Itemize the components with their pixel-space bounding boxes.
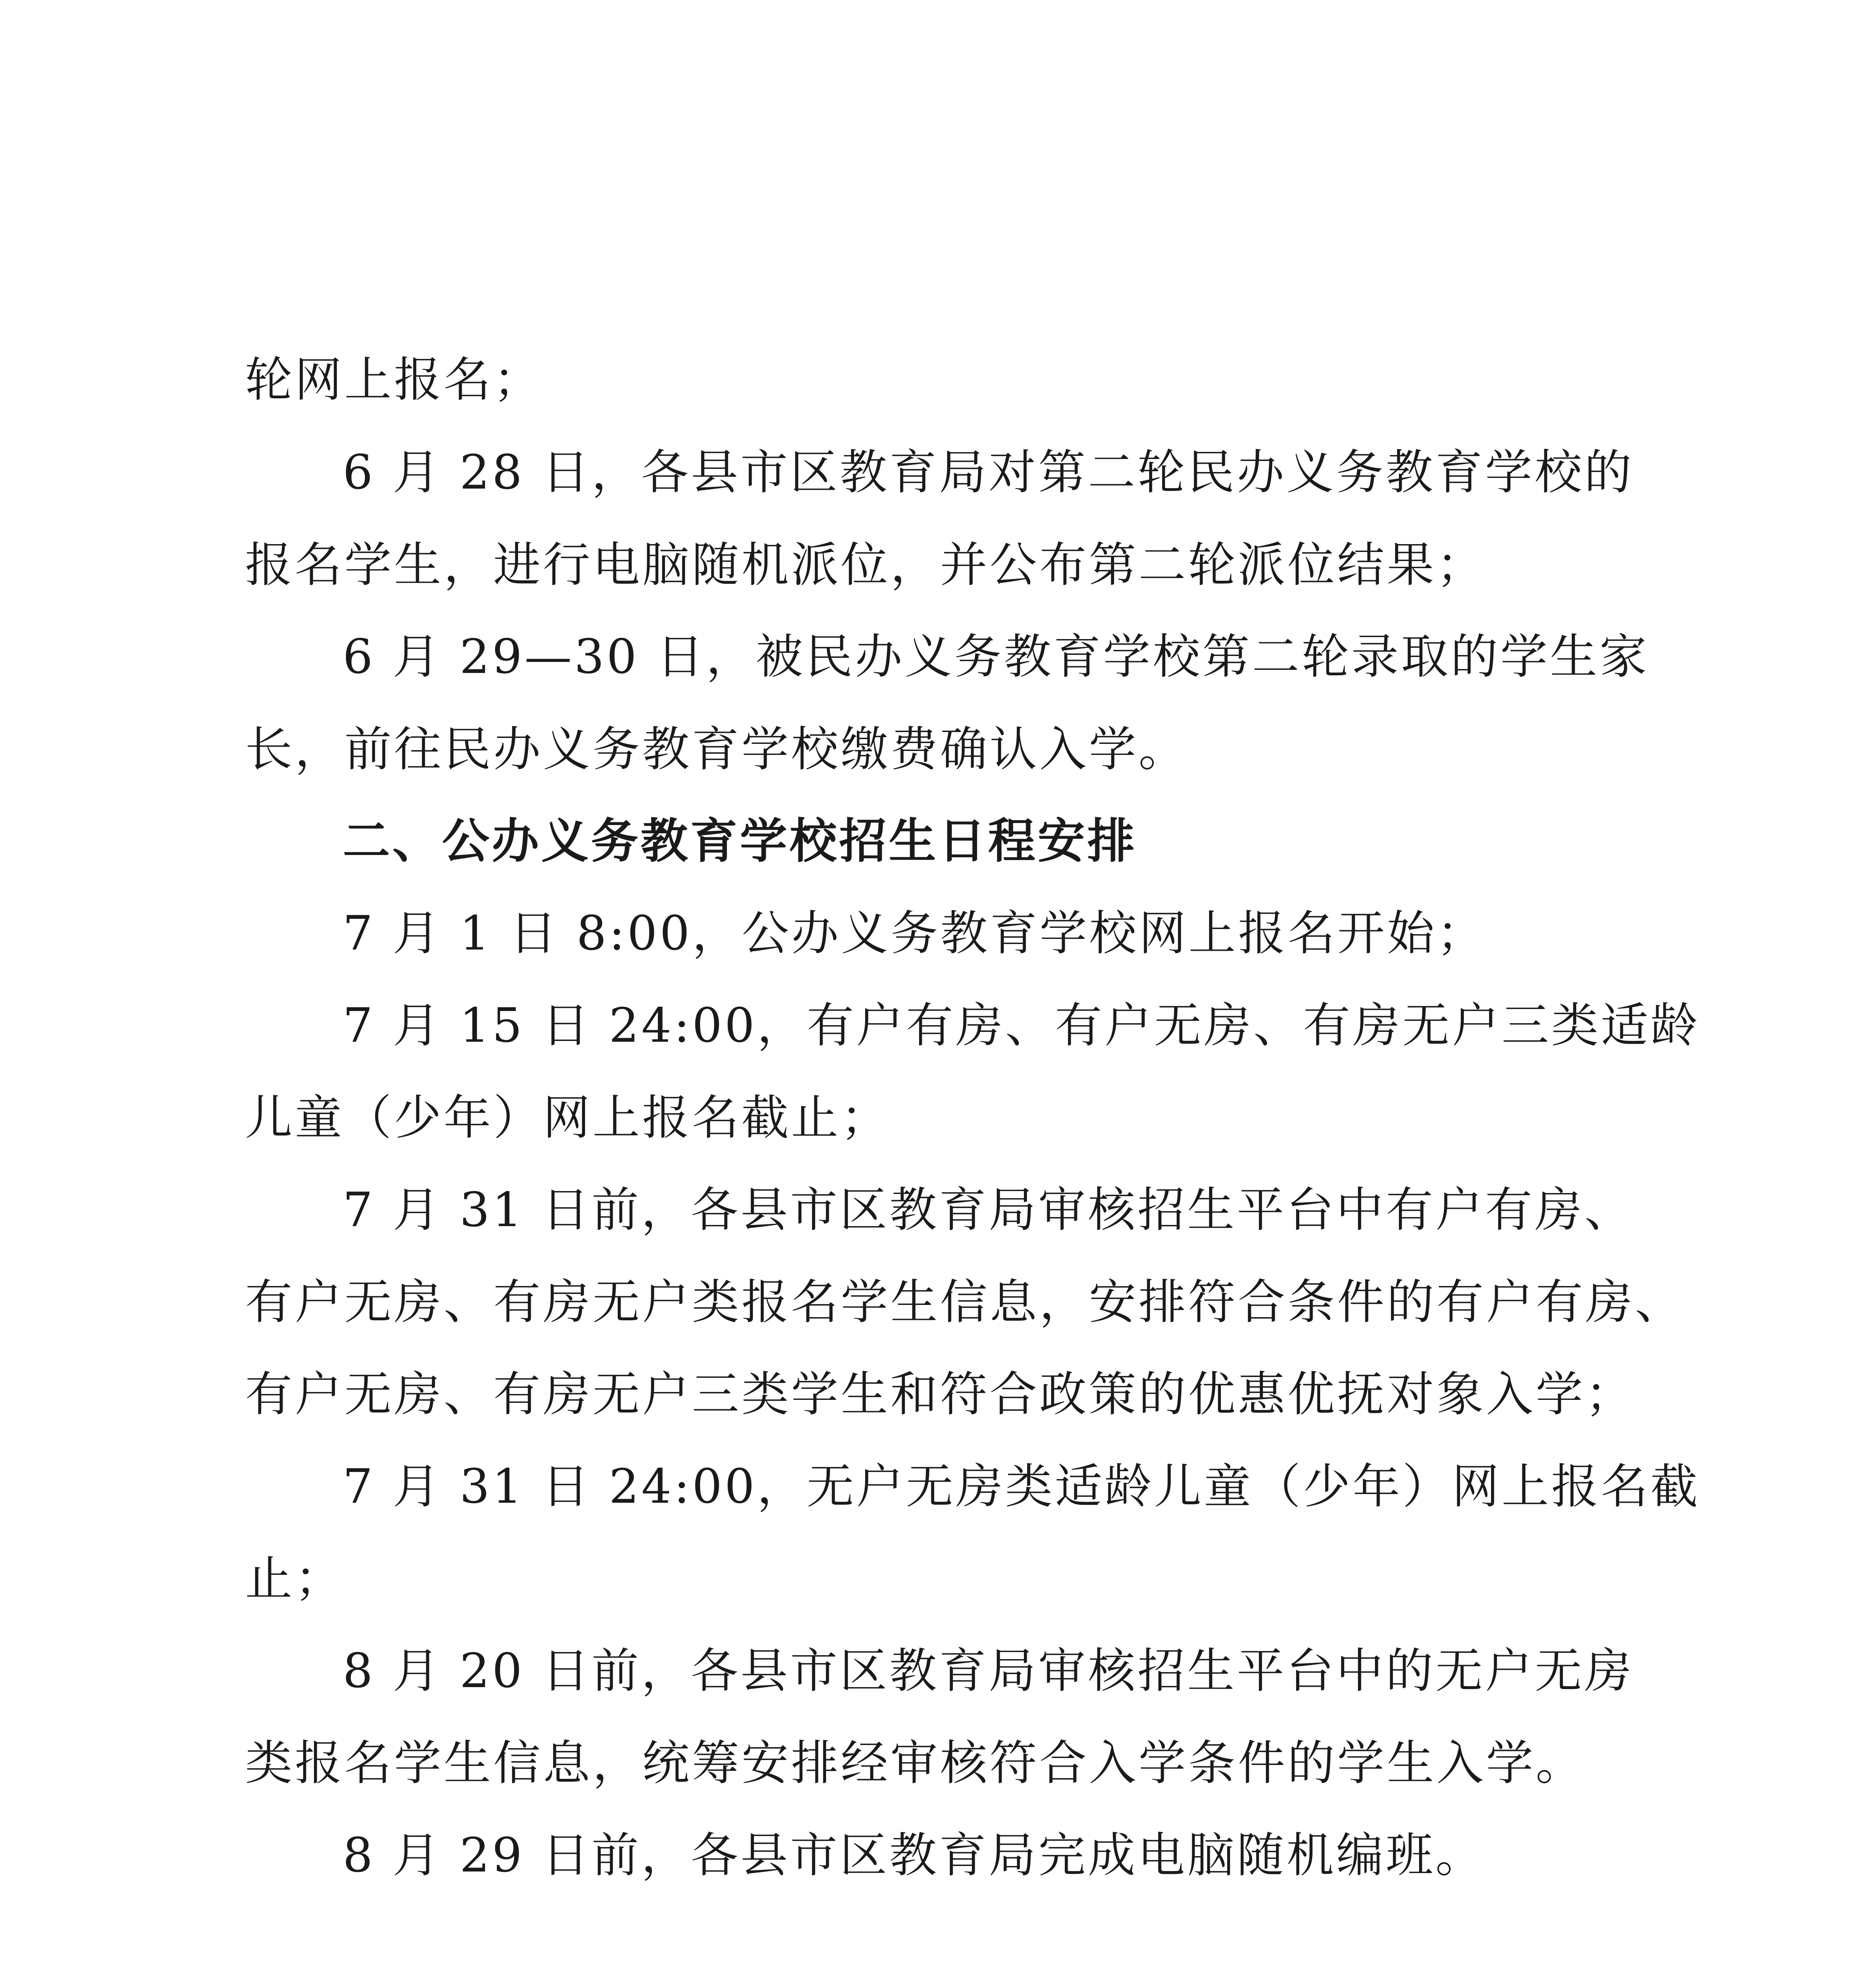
paragraph-line: 8 月 20 日前，各县市区教育局审核招生平台中的无户无房	[343, 1644, 1634, 1699]
section-heading: 二、公办义务教育学校招生日程安排	[343, 814, 1137, 869]
paragraph-line: 类报名学生信息，统筹安排经审核符合入学条件的学生入学。	[245, 1736, 1585, 1791]
paragraph-line: 7 月 31 日 24:00，无户无房类适龄儿童（少年）网上报名截	[343, 1459, 1700, 1514]
paragraph-line: 8 月 29 日前，各县市区教育局完成电脑随机编班。	[343, 1828, 1485, 1883]
paragraph-line: 7 月 15 日 24:00，有户有房、有户无房、有房无户三类适龄	[343, 998, 1700, 1053]
paragraph-line: 7 月 31 日前，各县市区教育局审核招生平台中有户有房、	[343, 1183, 1634, 1238]
paragraph-line: 6 月 28 日，各县市区教育局对第二轮民办义务教育学校的	[343, 445, 1634, 500]
paragraph-line: 有户无房、有房无户类报名学生信息，安排符合条件的有户有房、	[245, 1275, 1685, 1330]
paragraph-line: 报名学生，进行电脑随机派位，并公布第二轮派位结果；	[245, 538, 1486, 593]
paragraph-line: 轮网上报名；	[245, 353, 543, 407]
paragraph-line: 有户无房、有房无户三类学生和符合政策的优惠优抚对象入学；	[245, 1367, 1635, 1422]
paragraph-line: 止；	[245, 1552, 344, 1606]
paragraph-line: 儿童（少年）网上报名截止；	[245, 1091, 890, 1145]
paragraph-line: 7 月 1 日 8:00，公办义务教育学校网上报名开始；	[343, 906, 1486, 961]
paragraph-line: 长，前往民办义务教育学校缴费确认入学。	[245, 722, 1188, 777]
paragraph-line: 6 月 29—30 日，被民办义务教育学校第二轮录取的学生家	[343, 630, 1649, 684]
